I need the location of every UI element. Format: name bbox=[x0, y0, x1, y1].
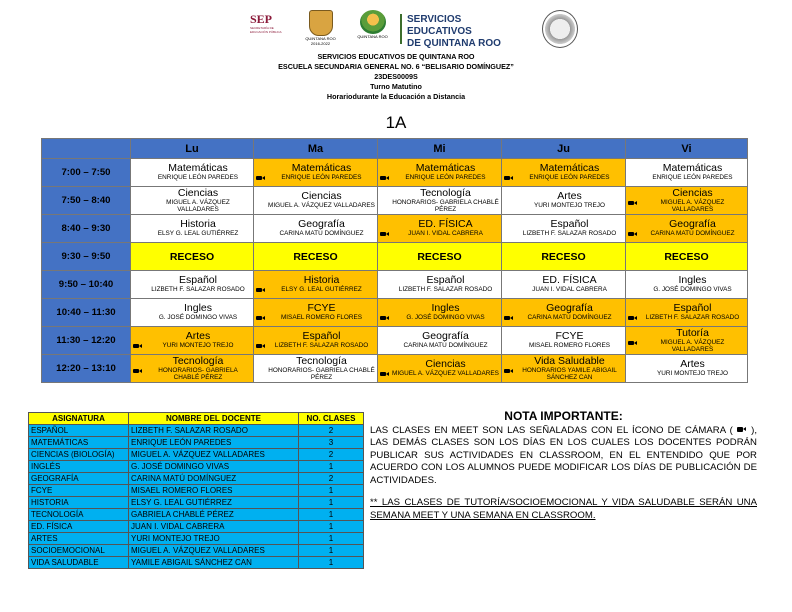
class-cell-content bbox=[131, 331, 253, 350]
time-slot: 9:50 – 10:40 bbox=[42, 271, 131, 299]
subject-name: Ingles bbox=[431, 302, 460, 315]
class-cell-content bbox=[378, 188, 501, 214]
legend-class-count: 1 bbox=[299, 461, 364, 473]
legend-row bbox=[29, 533, 364, 545]
teacher-name: LIZBETH F. SALAZAR ROSADO bbox=[522, 230, 617, 238]
teacher-name: MIGUEL A. VÁZQUEZ VALLADARES bbox=[268, 202, 375, 210]
legend-teacher: ENRIQUE LEÓN PAREDES bbox=[129, 437, 299, 449]
legend-class-count: 1 bbox=[299, 497, 364, 509]
class-cell bbox=[502, 299, 626, 327]
recess-cell: RECESO bbox=[131, 243, 254, 271]
class-cell-content bbox=[131, 163, 253, 182]
schedule-row bbox=[42, 159, 748, 187]
legend-row bbox=[29, 509, 364, 521]
header-line3: 23DES0009S bbox=[374, 72, 418, 81]
teacher-name: ENRIQUE LEÓN PAREDES bbox=[281, 174, 362, 182]
legend-subject: MATEMÁTICAS bbox=[29, 437, 129, 449]
legend-row bbox=[29, 449, 364, 461]
legend-class-count: 1 bbox=[299, 533, 364, 545]
subject-name: Historia bbox=[303, 274, 340, 287]
class-cell bbox=[626, 159, 748, 187]
legend-teacher: LIZBETH F. SALAZAR ROSADO bbox=[129, 425, 299, 437]
schedule-row bbox=[42, 299, 748, 327]
teacher-name: MIGUEL A. VÁZQUEZ VALLADARES bbox=[166, 198, 230, 213]
quintana-roo-caption-2: QUINTANA ROO bbox=[357, 34, 388, 39]
class-cell-content bbox=[502, 219, 625, 238]
subject-name: Matemáticas bbox=[662, 162, 723, 175]
teacher-name: LIZBETH F. SALAZAR ROSADO bbox=[398, 286, 493, 294]
class-cell bbox=[626, 299, 748, 327]
header-corner bbox=[42, 139, 131, 159]
class-cell-content bbox=[131, 303, 253, 322]
teacher-name: LIZBETH F. SALAZAR ROSADO bbox=[151, 286, 245, 294]
subject-name: Geografía bbox=[669, 218, 716, 231]
class-cell-content bbox=[626, 188, 747, 214]
class-cell-content bbox=[131, 356, 253, 382]
class-cell-content bbox=[254, 163, 377, 182]
legend-teacher: GABRIELA CHABLÉ PÉREZ bbox=[129, 509, 299, 521]
subject-name: Ciencias bbox=[301, 190, 342, 203]
camera-icon bbox=[504, 367, 514, 374]
class-cell-content bbox=[378, 219, 501, 238]
header-line4: Turno Matutino bbox=[370, 82, 422, 91]
schedule-row bbox=[42, 271, 748, 299]
teacher-name: ENRIQUE LEÓN PAREDES bbox=[405, 174, 486, 182]
class-cell-content bbox=[626, 303, 747, 322]
schedule-table bbox=[41, 138, 748, 383]
camera-icon bbox=[256, 286, 266, 293]
teacher-name: MISAEL ROMERO FLORES bbox=[528, 342, 611, 350]
legend-header-row bbox=[29, 413, 364, 425]
subject-name: Matemáticas bbox=[291, 162, 352, 175]
teacher-name: MIGUEL A. VÁZQUEZ VALLADARES bbox=[660, 338, 725, 353]
subject-name: Geografía bbox=[422, 330, 469, 343]
legend-subject: ED. FÍSICA bbox=[29, 521, 129, 533]
class-cell bbox=[626, 355, 748, 383]
class-cell-content bbox=[626, 275, 747, 294]
legend-class-count: 1 bbox=[299, 545, 364, 557]
class-cell bbox=[626, 215, 748, 243]
class-cell bbox=[131, 355, 254, 383]
subject-name: Matemáticas bbox=[539, 162, 600, 175]
legend-class-count: 2 bbox=[299, 449, 364, 461]
teacher-name: CARINA MATÚ DOMÍNGUEZ bbox=[527, 314, 612, 322]
teacher-name: HONORARIOS- GABRIELA CHABLÉ PÉREZ bbox=[392, 198, 499, 213]
recess-row bbox=[42, 243, 748, 271]
note-paragraph-2: ** LAS CLASES DE TUTORÍA/SOCIOEMOCIONAL Y VIDA SALUDABLE SERÁN UNA SEMANA MEET Y UNA SEMANA EN CLASSROOM. bbox=[370, 497, 757, 521]
camera-icon bbox=[380, 370, 390, 377]
class-cell bbox=[378, 215, 502, 243]
class-cell-content bbox=[378, 331, 501, 350]
camera-icon bbox=[504, 174, 514, 181]
teacher-name: CARINA MATÚ DOMÍNGUEZ bbox=[279, 230, 364, 238]
class-cell bbox=[254, 327, 378, 355]
legend-class-count: 3 bbox=[299, 437, 364, 449]
class-cell bbox=[131, 215, 254, 243]
legend-row bbox=[29, 497, 364, 509]
legend-subject: ESPAÑOL bbox=[29, 425, 129, 437]
class-cell-content bbox=[378, 163, 501, 182]
teacher-name: ENRIQUE LEÓN PAREDES bbox=[157, 174, 239, 182]
recess-cell: RECESO bbox=[626, 243, 748, 271]
schedule-row bbox=[42, 355, 748, 383]
subject-name: Español bbox=[426, 274, 465, 287]
legend-row bbox=[29, 485, 364, 497]
legend-subject: HISTORIA bbox=[29, 497, 129, 509]
header-line5: Horariodurante la Educación a Distancia bbox=[326, 92, 466, 101]
recess-cell: RECESO bbox=[502, 243, 626, 271]
class-cell-content bbox=[254, 191, 377, 210]
header-line1: SERVICIOS EDUCATIVOS DE QUINTANA ROO bbox=[317, 52, 475, 61]
time-slot: 7:00 – 7:50 bbox=[42, 159, 131, 187]
legend-subject: ARTES bbox=[29, 533, 129, 545]
class-cell bbox=[254, 187, 378, 215]
legend-teacher: CARINA MATÚ DOMÍNGUEZ bbox=[129, 473, 299, 485]
legend-class-count: 2 bbox=[299, 473, 364, 485]
class-cell bbox=[378, 159, 502, 187]
camera-icon bbox=[737, 426, 747, 433]
class-cell-content bbox=[502, 356, 625, 382]
note-title: NOTA IMPORTANTE: bbox=[504, 409, 623, 423]
camera-icon bbox=[133, 367, 143, 374]
class-cell bbox=[131, 159, 254, 187]
time-slot: 10:40 – 11:30 bbox=[42, 299, 131, 327]
subject-name: ED. FÍSICA bbox=[418, 218, 473, 231]
quintana-roo-caption: QUINTANA ROO bbox=[305, 36, 336, 41]
sep-logo bbox=[250, 12, 290, 46]
quintana-roo-shield-logo bbox=[298, 10, 343, 50]
school-seal-icon bbox=[542, 10, 578, 48]
legend-subject: INGLÉS bbox=[29, 461, 129, 473]
class-cell bbox=[378, 327, 502, 355]
legend-header: NO. CLASES bbox=[299, 413, 364, 425]
legend-row bbox=[29, 437, 364, 449]
legend-class-count: 1 bbox=[299, 557, 364, 569]
legend-class-count: 1 bbox=[299, 509, 364, 521]
teacher-name: JUAN I. VIDAL CABRERA bbox=[532, 286, 607, 294]
note-p1-before: LAS CLASES EN MEET SON LAS SEÑALADAS CON EL ÍCONO DE CÁMARA ( bbox=[370, 424, 733, 436]
class-cell bbox=[254, 271, 378, 299]
class-cell-content bbox=[131, 188, 253, 214]
class-cell-content bbox=[378, 275, 501, 294]
subject-name: Vida Saludable bbox=[534, 354, 605, 367]
subject-name: Tecnología bbox=[420, 186, 471, 199]
subject-name: Español bbox=[179, 274, 217, 287]
camera-icon bbox=[628, 230, 638, 237]
day-header: Vi bbox=[626, 139, 748, 159]
time-slot: 8:40 – 9:30 bbox=[42, 215, 131, 243]
class-cell bbox=[378, 355, 502, 383]
subject-name: Español bbox=[550, 218, 589, 231]
subject-name: Matemáticas bbox=[415, 162, 476, 175]
legend-subject: CIENCIAS (BIOLOGÍA) bbox=[29, 449, 129, 461]
subject-name: Ingles bbox=[678, 274, 707, 287]
subject-name: Español bbox=[302, 330, 341, 343]
note-paragraph-1 bbox=[370, 425, 757, 488]
class-cell-content bbox=[131, 219, 253, 238]
class-cell-content bbox=[254, 275, 377, 294]
legend-header: NOMBRE DEL DOCENTE bbox=[129, 413, 299, 425]
teacher-name: G. JOSÉ DOMINGO VIVAS bbox=[653, 286, 732, 294]
subject-name: Artes bbox=[557, 190, 582, 203]
subject-name: Historia bbox=[180, 218, 216, 231]
schedule-row bbox=[42, 327, 748, 355]
class-cell bbox=[502, 215, 626, 243]
subject-legend-table bbox=[28, 412, 364, 569]
schedule-row bbox=[42, 215, 748, 243]
class-cell bbox=[131, 271, 254, 299]
legend-teacher: MIGUEL A. VÁZQUEZ VALLADARES bbox=[129, 449, 299, 461]
teacher-name: G. JOSÉ DOMINGO VIVAS bbox=[158, 314, 238, 322]
class-cell-content bbox=[254, 219, 377, 238]
header-logos bbox=[250, 10, 580, 50]
legend-teacher: MIGUEL A. VÁZQUEZ VALLADARES bbox=[129, 545, 299, 557]
time-slot: 7:50 – 8:40 bbox=[42, 187, 131, 215]
schedule-row bbox=[42, 187, 748, 215]
leaf-icon bbox=[360, 10, 386, 34]
seqr-logo bbox=[400, 14, 527, 49]
class-cell-content bbox=[254, 303, 377, 322]
subject-name: Matemáticas bbox=[168, 162, 228, 175]
teacher-name: CARINA MATÚ DOMÍNGUEZ bbox=[650, 230, 735, 238]
class-cell-content bbox=[502, 275, 625, 294]
teacher-name: YURI MONTEJO TREJO bbox=[534, 202, 605, 210]
camera-icon bbox=[380, 174, 390, 181]
teacher-name: YURI MONTEJO TREJO bbox=[162, 342, 234, 350]
recess-cell: RECESO bbox=[254, 243, 378, 271]
legend-class-count: 1 bbox=[299, 521, 364, 533]
sep-logo-subtext: SECRETARÍA DE EDUCACIÓN PÚBLICA bbox=[250, 26, 282, 34]
teacher-name: CARINA MATÚ DOMÍNGUEZ bbox=[403, 342, 488, 350]
teacher-name: MIGUEL A. VÁZQUEZ VALLADARES bbox=[660, 198, 725, 213]
teacher-name: LIZBETH F. SALAZAR ROSADO bbox=[645, 314, 740, 322]
subject-name: Artes bbox=[680, 358, 705, 371]
legend-header: ASIGNATURA bbox=[29, 413, 129, 425]
class-cell-content bbox=[378, 359, 501, 378]
teacher-name: ENRIQUE LEÓN PAREDES bbox=[652, 174, 733, 182]
subject-name: ED. FÍSICA bbox=[542, 274, 597, 287]
camera-icon bbox=[628, 199, 638, 206]
legend-class-count: 2 bbox=[299, 425, 364, 437]
quintana-roo-years: 2016-2022 bbox=[310, 41, 331, 46]
camera-icon bbox=[256, 342, 266, 349]
group-title: 1A bbox=[385, 113, 407, 132]
class-cell-content bbox=[378, 303, 501, 322]
legend-row bbox=[29, 473, 364, 485]
class-cell bbox=[131, 299, 254, 327]
camera-icon bbox=[504, 314, 514, 321]
teacher-name: HONORARIOS YAMILE ABIGAIL SÁNCHEZ CAN bbox=[522, 366, 617, 381]
teacher-name: YURI MONTEJO TREJO bbox=[657, 370, 728, 378]
class-cell bbox=[502, 355, 626, 383]
class-cell bbox=[378, 299, 502, 327]
teacher-name: MIGUEL A. VÁZQUEZ VALLADARES bbox=[392, 370, 499, 378]
class-cell-content bbox=[131, 275, 253, 294]
camera-icon bbox=[380, 230, 390, 237]
class-cell bbox=[254, 355, 378, 383]
legend-teacher: YAMILE ABIGAIL SÁNCHEZ CAN bbox=[129, 557, 299, 569]
camera-icon bbox=[380, 314, 390, 321]
header-line2: ESCUELA SECUNDARIA GENERAL NO. 6 “BELISARIO DOMÍNGUEZ” bbox=[278, 62, 514, 71]
camera-icon bbox=[256, 174, 266, 181]
teacher-name: ELSY G. LEAL GUTIÉRREZ bbox=[157, 230, 239, 238]
class-cell bbox=[626, 187, 748, 215]
sep-logo-text: SEP bbox=[250, 12, 273, 26]
legend-teacher: G. JOSÉ DOMINGO VIVAS bbox=[129, 461, 299, 473]
seqr-line1: SERVICIOS EDUCATIVOS bbox=[407, 14, 472, 37]
class-cell-content bbox=[254, 356, 377, 382]
subject-name: Tecnología bbox=[296, 354, 347, 367]
subject-name: Tecnología bbox=[172, 354, 224, 367]
time-slot: 11:30 – 12:20 bbox=[42, 327, 131, 355]
teacher-name: MISAEL ROMERO FLORES bbox=[280, 314, 363, 322]
legend-row bbox=[29, 461, 364, 473]
class-cell bbox=[254, 159, 378, 187]
camera-icon bbox=[628, 339, 638, 346]
class-cell bbox=[626, 271, 748, 299]
legend-row bbox=[29, 557, 364, 569]
teacher-name: HONORARIOS- GABRIELA CHABLÉ PÉREZ bbox=[268, 366, 375, 381]
class-cell bbox=[254, 215, 378, 243]
subject-name: Tutoría bbox=[676, 326, 709, 339]
legend-teacher: ELSY G. LEAL GUTIÉRREZ bbox=[129, 497, 299, 509]
class-cell bbox=[131, 327, 254, 355]
subject-name: Ingles bbox=[183, 302, 213, 315]
class-cell-content bbox=[502, 191, 625, 210]
seqr-line2: DE QUINTANA ROO bbox=[407, 38, 501, 49]
class-cell bbox=[378, 187, 502, 215]
teacher-name: G. JOSÉ DOMINGO VIVAS bbox=[406, 314, 485, 322]
subject-name: FCYE bbox=[555, 330, 584, 343]
class-cell-content bbox=[626, 163, 747, 182]
schedule-header-row bbox=[42, 139, 748, 159]
subject-name: Artes bbox=[185, 330, 211, 343]
subject-name: FCYE bbox=[307, 302, 336, 315]
legend-row bbox=[29, 521, 364, 533]
teacher-name: ENRIQUE LEÓN PAREDES bbox=[529, 174, 610, 182]
important-note bbox=[370, 410, 757, 532]
legend-teacher: MISAEL ROMERO FLORES bbox=[129, 485, 299, 497]
class-cell bbox=[254, 299, 378, 327]
legend-subject: VIDA SALUDABLE bbox=[29, 557, 129, 569]
class-cell bbox=[502, 187, 626, 215]
subject-name: Ciencias bbox=[672, 186, 713, 199]
class-cell-content bbox=[254, 331, 377, 350]
camera-icon bbox=[628, 314, 638, 321]
class-cell bbox=[626, 327, 748, 355]
class-cell-content bbox=[502, 303, 625, 322]
day-header: Ju bbox=[502, 139, 626, 159]
class-cell-content bbox=[626, 328, 747, 354]
camera-icon bbox=[256, 314, 266, 321]
class-cell-content bbox=[626, 359, 747, 378]
legend-subject: GEOGRAFÍA bbox=[29, 473, 129, 485]
class-cell bbox=[378, 271, 502, 299]
day-header: Mi bbox=[378, 139, 502, 159]
legend-subject: FCYE bbox=[29, 485, 129, 497]
class-cell bbox=[502, 271, 626, 299]
legend-row bbox=[29, 545, 364, 557]
class-cell-content bbox=[626, 219, 747, 238]
subject-name: Geografía bbox=[546, 302, 593, 315]
teacher-name: ELSY G. LEAL GUTIÉRREZ bbox=[281, 286, 362, 294]
legend-row bbox=[29, 425, 364, 437]
class-cell bbox=[131, 187, 254, 215]
subject-name: Geografía bbox=[298, 218, 345, 231]
time-slot: 9:30 – 9:50 bbox=[42, 243, 131, 271]
quintana-roo-leaf-logo bbox=[350, 10, 395, 50]
subject-name: Ciencias bbox=[177, 186, 219, 199]
class-cell-content bbox=[502, 163, 625, 182]
class-cell-content bbox=[502, 331, 625, 350]
document-header bbox=[0, 52, 792, 102]
time-slot: 12:20 – 13:10 bbox=[42, 355, 131, 383]
camera-icon bbox=[133, 342, 143, 349]
note-p1-after: ), LAS DEMÁS CLASES SON LOS DÍAS EN LOS CUALES LOS DOCENTES PODRÁN PUBLICAR SUS ACTIVIDADES EN CLASSROOM, EN EL ENTENDIDO QUE POR ACUERDO CON LOS ALUMNOS PUEDE MODIFICAR LOS DÍAS DE PUBLICACIÓN DE ACTIVIDADES. bbox=[370, 424, 757, 486]
legend-subject: TECNOLOGÍA bbox=[29, 509, 129, 521]
legend-teacher: YURI MONTEJO TREJO bbox=[129, 533, 299, 545]
class-cell bbox=[502, 327, 626, 355]
shield-icon bbox=[309, 10, 333, 36]
subject-name: Ciencias bbox=[425, 358, 466, 371]
class-cell bbox=[502, 159, 626, 187]
teacher-name: LIZBETH F. SALAZAR ROSADO bbox=[274, 342, 369, 350]
day-header: Ma bbox=[254, 139, 378, 159]
subject-name: Español bbox=[673, 302, 712, 315]
legend-class-count: 1 bbox=[299, 485, 364, 497]
teacher-name: JUAN I. VIDAL CABRERA bbox=[408, 230, 483, 238]
recess-cell: RECESO bbox=[378, 243, 502, 271]
legend-subject: SOCIOEMOCIONAL bbox=[29, 545, 129, 557]
teacher-name: HONORARIOS- GABRIELA CHABLÉ PÉREZ bbox=[158, 366, 238, 381]
day-header: Lu bbox=[131, 139, 254, 159]
legend-teacher: JUAN I. VIDAL CABRERA bbox=[129, 521, 299, 533]
